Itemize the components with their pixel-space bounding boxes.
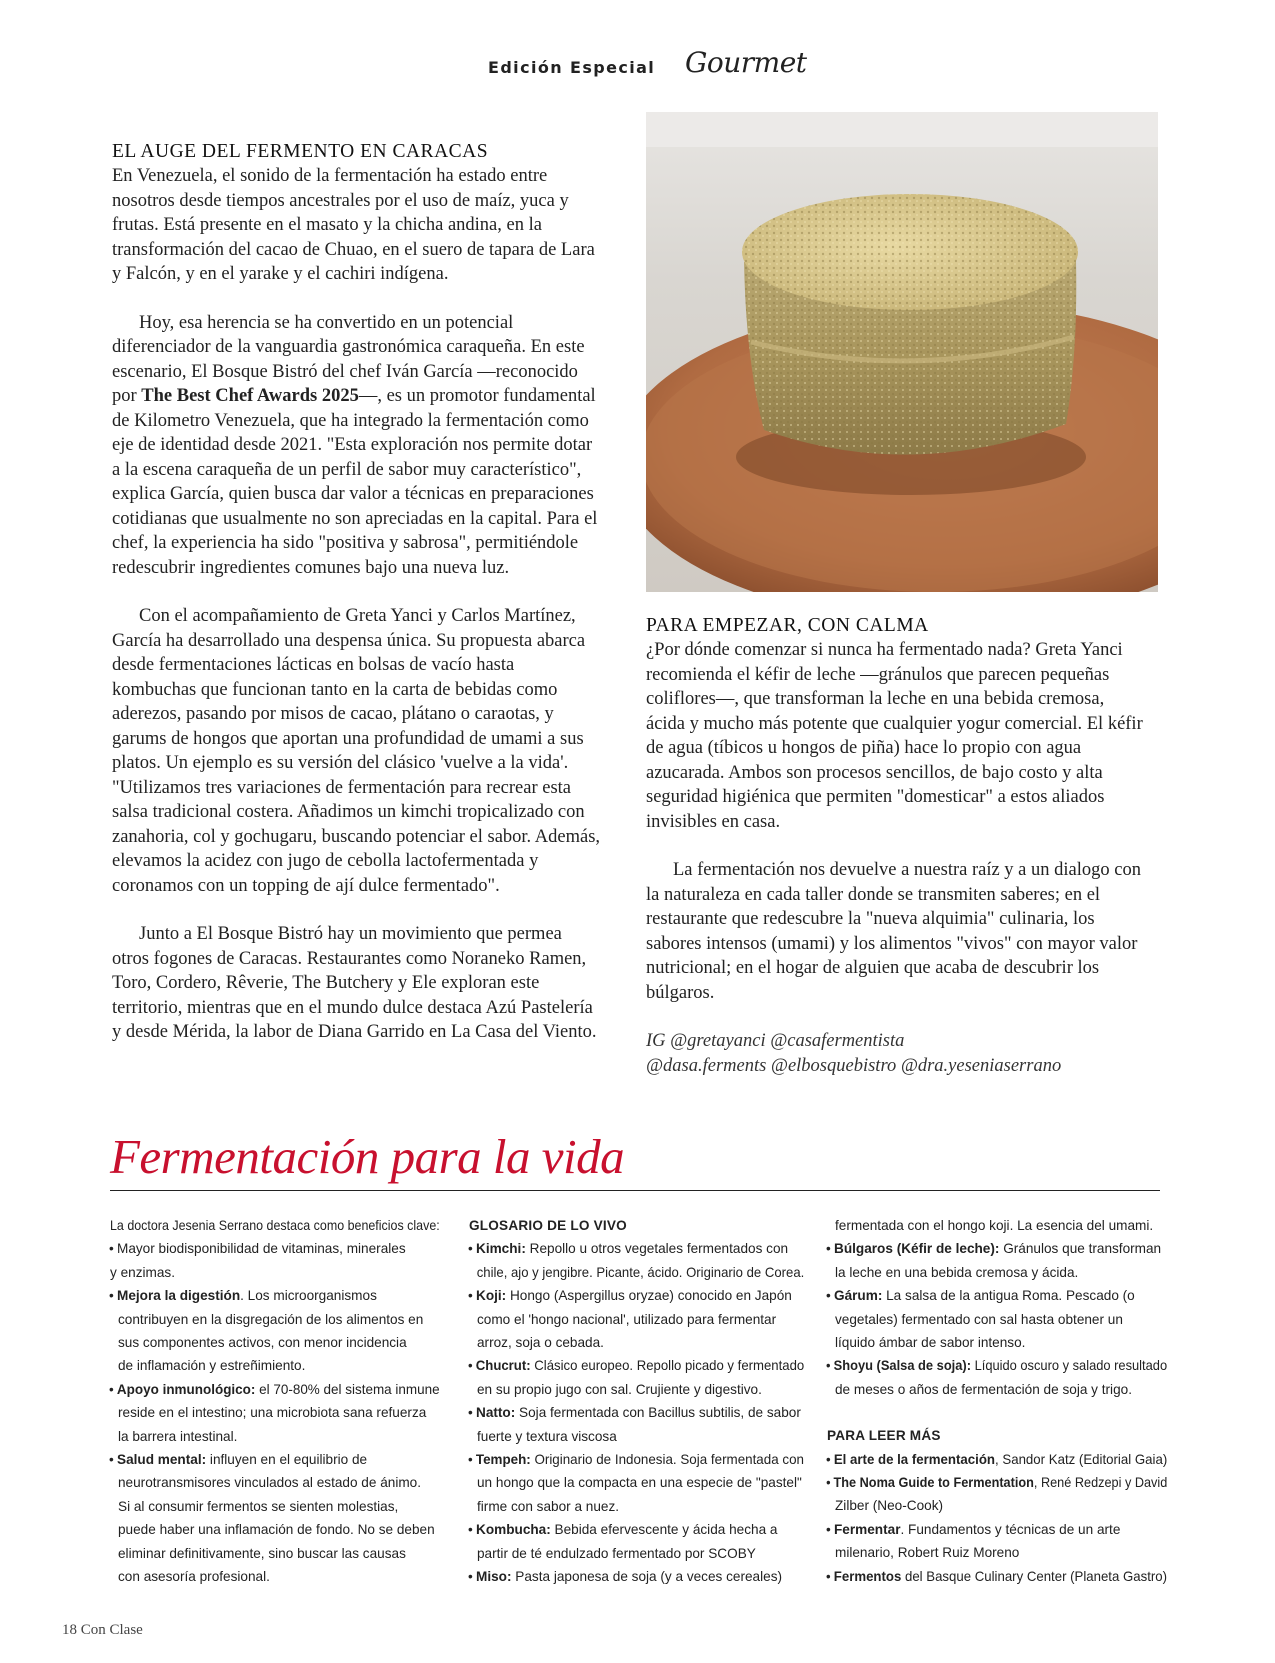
page-footer xyxy=(62,1622,143,1639)
food-photo xyxy=(646,112,1158,592)
spacer xyxy=(827,1401,1167,1424)
glossary-cont: líquido ámbar de sabor intenso. xyxy=(835,1335,1026,1351)
text-run: Originario de Indonesia. Soja fermentada con xyxy=(530,1452,804,1468)
social-handles xyxy=(646,1029,1146,1078)
glossary-cont: la leche en una bebida cremosa y ácida. xyxy=(835,1264,1079,1280)
reading-heading: PARA LEER MÁS xyxy=(827,1428,941,1444)
section-divider xyxy=(110,1190,1160,1191)
text-run: del Basque Culinary Center (Planeta Gastro) xyxy=(901,1568,1168,1584)
text-run: . Los microorganismos xyxy=(240,1288,377,1304)
paragraph: ¿Por dónde comenzar si nunca ha fermentado nada? Greta Yanci recomienda el kéfir de leche —gránulos que parecen pequeñas coliflores—, que transforman la leche en una bebida cremosa, ácida y mucho más potente que cualquier yogur comercial. El kéfir de agua (tíbicos u hongos de piña) hace lo propio con agua azucarada. Ambos son procesos sencillos, de bajo costo y alta seguridad higiénica que permiten "domesticar" a estos aliados invisibles en casa. xyxy=(646,640,1143,832)
list-item-cont: reside en el intestino; una microbiota sana refuerza xyxy=(118,1405,427,1421)
list-item: • Mejora la digestión. Los microorganismos xyxy=(109,1288,377,1304)
benefits-intro: La doctora Jesenia Serrano destaca como beneficios clave: xyxy=(110,1218,440,1233)
glossary-item: • Kombucha: Bebida efervescente y ácida hecha a xyxy=(468,1522,778,1538)
masthead-label: Edición Especial xyxy=(488,58,656,77)
glossary-cont: firme con sabor a nuez. xyxy=(477,1498,620,1514)
glossary-item: • Gárum: La salsa de la antigua Roma. Pescado (o xyxy=(826,1288,1135,1304)
reading-cont: Zilber (Neo-Cook) xyxy=(835,1498,944,1514)
text-run: Pasta japonesa de soja (y a veces cereales) xyxy=(511,1569,783,1585)
term: Apoyo inmunológico: xyxy=(116,1381,256,1397)
glossary-heading: GLOSARIO DE LO VIVO xyxy=(469,1218,627,1233)
glossary-item: • Tempeh: Originario de Indonesia. Soja fermentada con xyxy=(468,1452,804,1468)
award-name: The Best Chef Awards 2025 xyxy=(141,386,359,406)
text-run: Hongo (Aspergillus oryzae) conocido en Japón xyxy=(506,1288,792,1304)
text-run: —, es un promotor fundamental de Kilometro Venezuela, que ha integrado la fermentación como eje de identidad desde 2021. "Esta exploración nos permite dotar a la escena caraqueña de un perfil de sabor muy característico", explica García, quien busca dar valor a técnicas en preparaciones cotidianas que usualmente no son apreciadas en la capital. Para el chef, la experiencia ha sido "positiva y sabrosa", permitiéndole redescubrir ingredientes comunes bajo una nueva luz. xyxy=(112,386,598,578)
page-number: 18 xyxy=(62,1622,77,1638)
term: Gárum: xyxy=(834,1288,883,1304)
masthead xyxy=(488,42,818,94)
glossary-item: • Shoyu (Salsa de soja): Líquido oscuro y salado resultado xyxy=(826,1358,1168,1374)
text-run: Clásico europeo. Repollo picado y fermentado xyxy=(530,1358,805,1374)
list-item: • Mayor biodisponibilidad de vitaminas, minerales xyxy=(109,1241,406,1257)
term: Shoyu (Salsa de soja): xyxy=(833,1358,971,1374)
book-title: Fermentos xyxy=(833,1568,902,1584)
book-title: Fermentar xyxy=(834,1521,901,1537)
text-run: , René Redzepi y David xyxy=(1033,1475,1168,1491)
reading-item: • Fermentar. Fundamentos y técnicas de un arte xyxy=(826,1521,1121,1537)
paragraph: La fermentación nos devuelve a nuestra raíz y a un dialogo con la naturaleza en cada taller donde se transmiten saberes; en el restaurante que redescubre la "nueva alquimia" culinaria, los sabores intensos (umami) y los alimentos "vivos" con mayor valor nutricional; en el hogar de alguien que acaba de descubrir los búlgaros. xyxy=(646,860,1141,1003)
glossary-item: • Búlgaros (Kéfir de leche): Gránulos que transforman xyxy=(826,1241,1162,1257)
text-run: La salsa de la antigua Roma. Pescado (o xyxy=(882,1288,1135,1304)
term: Kimchi: xyxy=(476,1241,526,1257)
term: Kombucha: xyxy=(476,1522,551,1538)
magazine-name: Con Clase xyxy=(80,1622,143,1638)
list-item-cont: Si al consumir fermentos se sienten molestias, xyxy=(118,1498,399,1514)
glossary-column xyxy=(469,1214,804,1589)
glossary-cont: chile, ajo y jengibre. Picante, ácido. Originario de Corea. xyxy=(476,1264,805,1280)
list-item-cont: puede haber una inflamación de fondo. No se deben xyxy=(118,1522,435,1538)
list-item-cont: la barrera intestinal. xyxy=(118,1428,238,1444)
photo-illustration xyxy=(646,112,1158,592)
section-title: Fermentación para la vida xyxy=(110,1129,625,1184)
term: Mejora la digestión xyxy=(117,1288,241,1304)
list-item: • Salud mental: influyen en el equilibrio de xyxy=(109,1452,368,1468)
glossary-cont: como el 'hongo nacional', utilizado para fermentar xyxy=(477,1311,777,1327)
text-run: Repollo u otros vegetales fermentados con xyxy=(525,1241,789,1257)
glossary-cont: fuerte y textura viscosa xyxy=(477,1428,617,1444)
glossary-item: • Chucrut: Clásico europeo. Repollo picado y fermentado xyxy=(468,1358,805,1374)
text-run: , Sandor Katz (Editorial Gaia) xyxy=(995,1451,1168,1467)
glossary-cont: un hongo que la compacta en una especie de "pastel" xyxy=(477,1475,802,1491)
text-run: Soja fermentada con Bacillus subtilis, de sabor xyxy=(515,1405,801,1421)
glossary-item: • Koji: Hongo (Aspergillus oryzae) conocido en Japón xyxy=(468,1288,792,1304)
glossary-item: • Kimchi: Repollo u otros vegetales fermentados con xyxy=(468,1241,789,1257)
book-title: The Noma Guide to Fermentation xyxy=(833,1475,1034,1491)
benefits-column xyxy=(110,1214,440,1589)
term: Natto: xyxy=(476,1405,516,1421)
heading-caracas: EL AUGE DEL FERMENTO EN CARACAS xyxy=(112,141,489,162)
list-item-cont: eliminar definitivamente, sino buscar las causas xyxy=(118,1545,406,1561)
glossary-cont: arroz, soja o cebada. xyxy=(477,1335,604,1351)
text-run: Bebida efervescente y ácida hecha a xyxy=(550,1522,778,1538)
text-run: el 70-80% del sistema inmune xyxy=(255,1381,440,1397)
text-run: . Fundamentos y técnicas de un arte xyxy=(900,1521,1121,1537)
term: Tempeh: xyxy=(475,1452,531,1468)
text-run: Líquido oscuro y salado resultado xyxy=(970,1358,1168,1374)
reading-item: • El arte de la fermentación, Sandor Katz (Editorial Gaia) xyxy=(826,1451,1168,1467)
text-run: Mayor biodisponibilidad de vitaminas, minerales xyxy=(117,1241,406,1257)
glossary-item: • Miso: Pasta japonesa de soja (y a veces cereales) xyxy=(468,1569,783,1585)
list-item: • Apoyo inmunológico: el 70-80% del sistema inmune xyxy=(109,1381,440,1397)
book-title: El arte de la fermentación xyxy=(833,1451,996,1467)
glossary-cont: vegetales) fermentado con sal hasta obtener un xyxy=(835,1311,1123,1327)
paragraph: En Venezuela, el sonido de la fermentación ha estado entre nosotros desde tiempos ancestrales por el uso de maíz, yuca y frutas. Está presente en el masato y la chicha andina, en la transformación del cacao de Chuao, en el suero de tapara de Lara y Falcón, y en el yarake y el cachiri indígena. xyxy=(112,166,595,284)
paragraph xyxy=(112,311,602,581)
masthead-script: Gourmet xyxy=(685,46,807,79)
handles-line: IG @gretayanci @casafermentista xyxy=(646,1031,905,1051)
reading-cont: milenario, Robert Ruiz Moreno xyxy=(835,1545,1020,1561)
list-item-cont: neurotransmisores vinculados al estado de ánimo. xyxy=(118,1475,422,1491)
paragraph: Con el acompañamiento de Greta Yanci y Carlos Martínez, García ha desarrollado una despensa única. Su propuesta abarca desde fermentaciones lácticas en bolsas de vacío hasta kombuchas que funcionan tanto en la carta de bebidas como aderezos, pasando por misos de cacao, plátano o caraotas, y garums de hongos que aportan una profundidad de umami a sus platos. Un ejemplo es su versión del clásico 'vuelve a la vida'. "Utilizamos tres variaciones de fermentación para recrear esta salsa tradicional costera. Añadimos un kimchi tropicalizado con zanahoria, col y gochugaru, buscando potenciar el sabor. Además, elevamos la acidez con jugo de cebolla lactofermentada y coronamos con un topping de ají dulce fermentado". xyxy=(112,606,601,896)
list-item-cont: sus componentes activos, con menor incidencia xyxy=(118,1335,407,1351)
list-item-cont: con asesoría profesional. xyxy=(118,1569,270,1585)
reading-item: • Fermentos del Basque Culinary Center (Planeta Gastro) xyxy=(826,1568,1168,1584)
reading-item: • The Noma Guide to Fermentation, René Redzepi y David xyxy=(826,1475,1168,1491)
text-run: influyen en el equilibrio de xyxy=(206,1452,368,1468)
list-item-cont: contribuyen en la disgregación de los alimentos en xyxy=(118,1311,424,1327)
right-article-column xyxy=(646,614,1146,1078)
term: Koji: xyxy=(476,1288,507,1304)
list-item-cont: de inflamación y estreñimiento. xyxy=(118,1358,306,1374)
term: Chucrut: xyxy=(475,1358,531,1374)
glossary-reading-column xyxy=(827,1214,1167,1588)
glossary-cont: partir de té endulzado fermentado por SCOBY xyxy=(477,1545,756,1561)
glossary-cont: fermentada con el hongo koji. La esencia del umami. xyxy=(835,1218,1154,1233)
term: Miso: xyxy=(476,1569,512,1585)
term: Salud mental: xyxy=(117,1452,207,1468)
term: Búlgaros (Kéfir de leche): xyxy=(834,1241,1000,1257)
glossary-item: • Natto: Soja fermentada con Bacillus subtilis, de sabor xyxy=(468,1405,801,1421)
left-article-column xyxy=(112,140,602,1069)
handles-line: @dasa.ferments @elbosquebistro @dra.yeseniaserrano xyxy=(646,1055,1062,1076)
list-item-cont: y enzimas. xyxy=(110,1264,175,1280)
glossary-cont: de meses o años de fermentación de soja y trigo. xyxy=(835,1381,1132,1397)
text-run: Hoy, esa herencia se ha convertido en un potencial diferenciador de la vanguardia gastronómica caraqueña. En este escenario, El Bosque Bistró del chef Iván García —reconocido por xyxy=(112,312,585,406)
text-run: Gránulos que transforman xyxy=(999,1241,1162,1257)
glossary-cont: en su propio jugo con sal. Crujiente y digestivo. xyxy=(477,1381,762,1397)
heading-empezar: PARA EMPEZAR, CON CALMA xyxy=(646,615,929,636)
paragraph: Junto a El Bosque Bistró hay un movimiento que permea otros fogones de Caracas. Restaurantes como Noraneko Ramen, Toro, Cordero, Rêverie, The Butchery y Ele exploran este territorio, mientras que en el mundo dulce destaca Azú Pastelería y desde Mérida, la labor de Diana Garrido en La Casa del Viento. xyxy=(112,924,597,1042)
